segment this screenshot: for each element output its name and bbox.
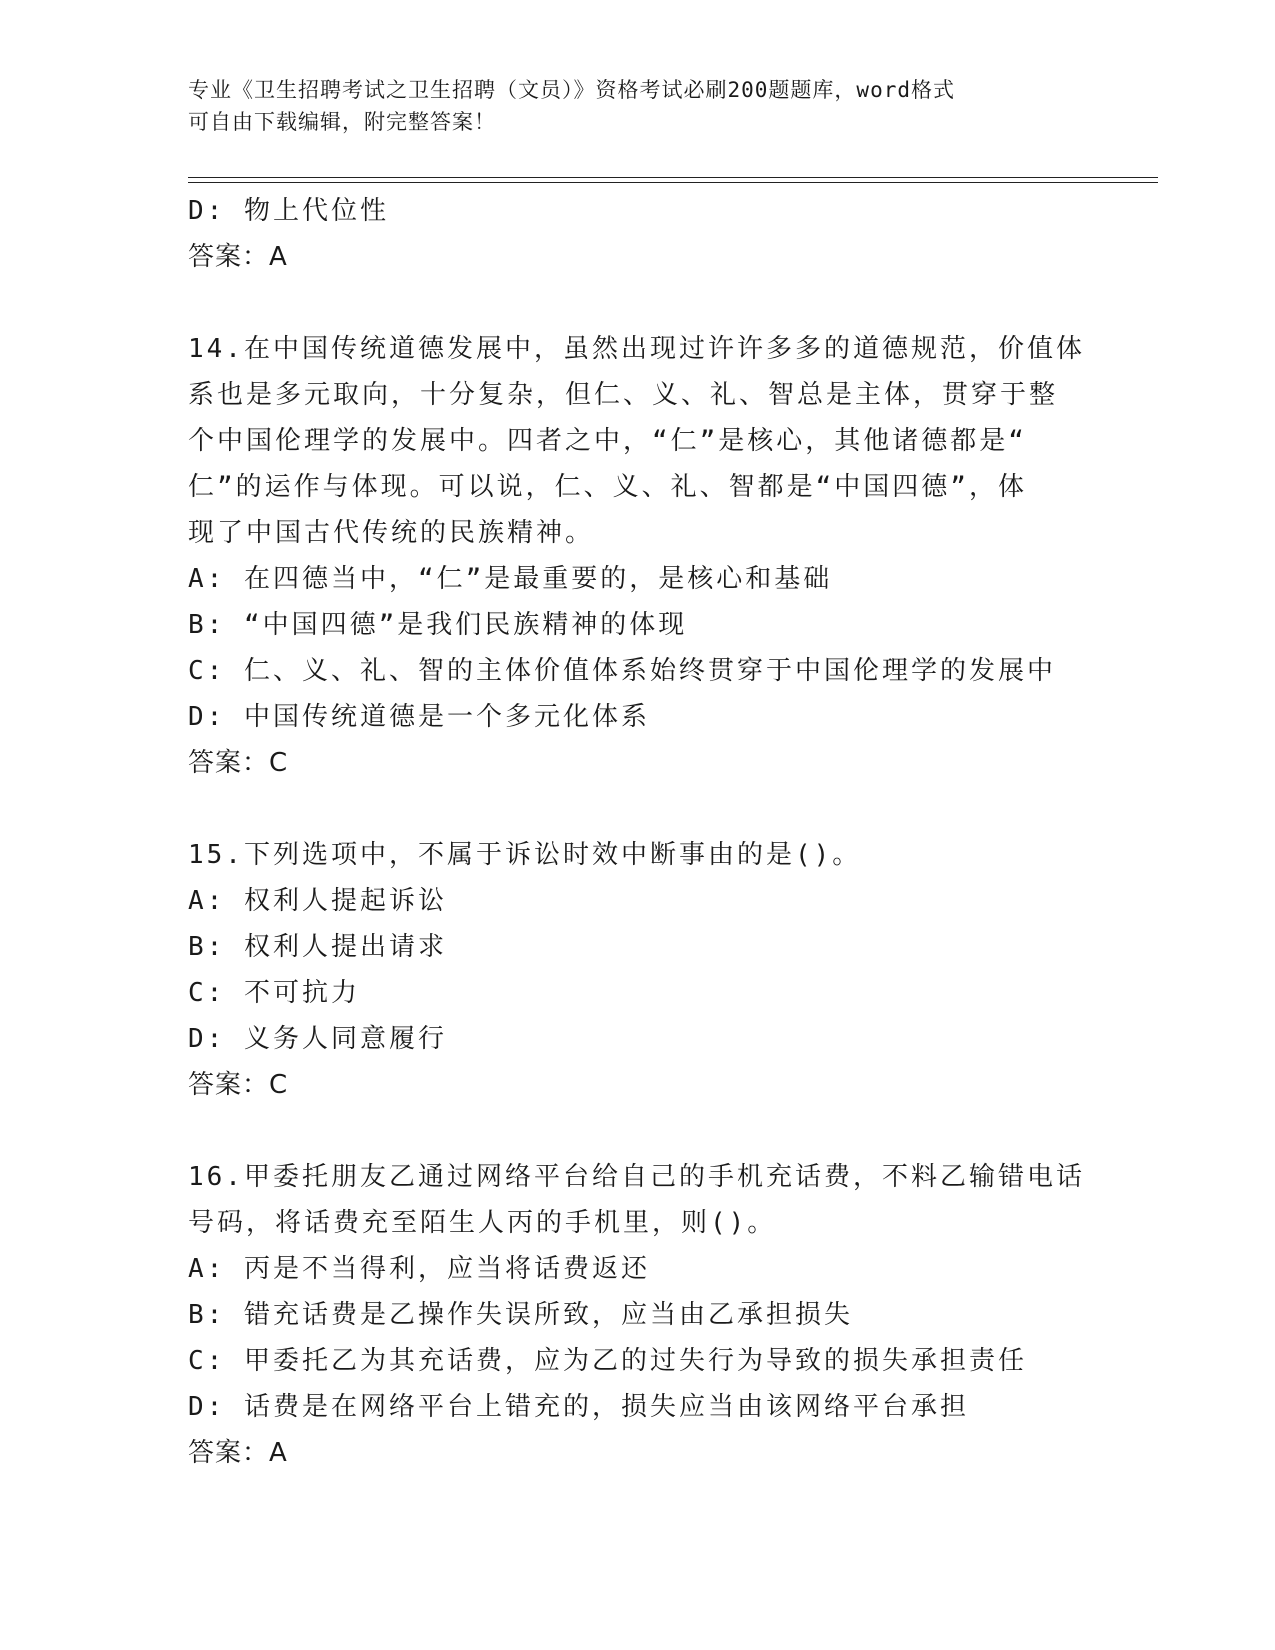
- spacer: [188, 786, 1088, 832]
- header-line-1: 专业《卫生招聘考试之卫生招聘（文员）》资格考试必刷200题题库，word格式: [188, 78, 955, 102]
- question-14: [188, 326, 1088, 786]
- question-14-stem-line-3: 个中国伦理学的发展中。四者之中，“仁”是核心，其他诸德都是“: [188, 426, 1027, 456]
- question-16: [188, 1154, 1088, 1476]
- question-15-stem-line-1: 15.下列选项中，不属于诉讼时效中断事由的是()。: [188, 840, 862, 870]
- header-divider-bottom: [188, 182, 1158, 183]
- question-14-option-c: C: 仁、义、礼、智的主体价值体系始终贯穿于中国伦理学的发展中: [188, 656, 1056, 686]
- question-15-option-d: D: 义务人同意履行: [188, 1024, 447, 1054]
- question-14-option-d: D: 中国传统道德是一个多元化体系: [188, 702, 650, 732]
- question-14-stem-line-4: 仁”的运作与体现。可以说，仁、义、礼、智都是“中国四德”，体: [188, 472, 1027, 502]
- question-16-option-c: C: 甲委托乙为其充话费，应为乙的过失行为导致的损失承担责任: [188, 1346, 1027, 1376]
- question-16-stem-line-1: 16.甲委托朋友乙通过网络平台给自己的手机充话费，不料乙输错电话: [188, 1162, 1085, 1192]
- question-16-stem-line-2: 号码，将话费充至陌生人丙的手机里，则()。: [188, 1208, 777, 1238]
- question-14-stem-line-5: 现了中国古代传统的民族精神。: [188, 518, 595, 548]
- question-14-stem-line-2: 系也是多元取向，十分复杂，但仁、义、礼、智总是主体，贯穿于整: [188, 380, 1059, 410]
- question-content: [188, 188, 1088, 1476]
- question-15: [188, 832, 1088, 1108]
- question-16-option-d: D: 话费是在网络平台上错充的，损失应当由该网络平台承担: [188, 1392, 969, 1422]
- question-14-option-b: B: “中国四德”是我们民族精神的体现: [188, 610, 688, 640]
- spacer: [188, 1108, 1088, 1154]
- question-15-option-c: C: 不可抗力: [188, 978, 360, 1008]
- prev-question-option-d: D: 物上代位性: [188, 196, 389, 226]
- question-15-option-b: B: 权利人提出请求: [188, 932, 447, 962]
- header-line-2: 可自由下载编辑，附完整答案！: [188, 110, 496, 134]
- spacer: [188, 280, 1088, 326]
- header-divider-top: [188, 177, 1158, 178]
- prev-question-answer: 答案：A: [188, 242, 288, 272]
- question-16-answer: 答案：A: [188, 1438, 288, 1468]
- question-15-option-a: A: 权利人提起诉讼: [188, 886, 447, 916]
- document-header: [188, 74, 1078, 138]
- question-16-option-b: B: 错充话费是乙操作失误所致，应当由乙承担损失: [188, 1300, 853, 1330]
- question-14-answer: 答案：C: [188, 748, 289, 778]
- question-15-answer: 答案：C: [188, 1070, 289, 1100]
- question-16-option-a: A: 丙是不当得利，应当将话费返还: [188, 1254, 650, 1284]
- question-14-option-a: A: 在四德当中，“仁”是最重要的，是核心和基础: [188, 564, 833, 594]
- question-14-stem-line-1: 14.在中国传统道德发展中，虽然出现过许许多多的道德规范，价值体: [188, 334, 1085, 364]
